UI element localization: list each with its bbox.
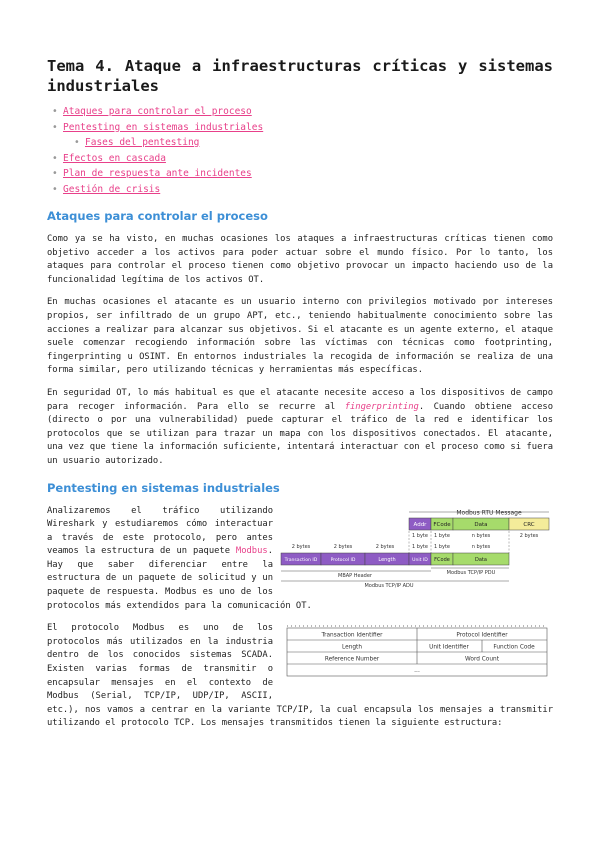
pdu-label: Modbus TCP/IP PDU	[446, 569, 496, 576]
rtu-size: 1 byte	[412, 532, 428, 539]
paragraph	[47, 387, 553, 469]
page-title: Tema 4. Ataque a infraestructuras críticas y sistemas industriales	[47, 57, 553, 95]
rtu-title: Modbus RTU Message	[456, 509, 522, 516]
toc-item	[47, 135, 553, 151]
section-heading-pentesting: Pentesting en sistemas industriales	[47, 480, 280, 495]
field-length: Length	[342, 644, 362, 651]
toc-item	[47, 151, 553, 167]
tcp-unit-label: Unit ID	[412, 557, 428, 563]
tcp-length-label: Length	[378, 556, 396, 563]
rtu-crc-label: CRC	[523, 521, 535, 528]
text: . Hay que saber diferenciar entre la estructura de un paquete de solicitud y un paquete de respuesta. Modbus es uno de los protocolos más extendidos para la comunicación OT.	[47, 546, 312, 611]
text: Analizaremos el tráfico utilizando Wireshark y estudiaremos cómo interactuar a través de este protocolo, pero antes veamos la estructura de un paquete	[47, 505, 273, 557]
tcp-fcode-label: FCode	[434, 556, 450, 563]
section-heading-ataques: Ataques para controlar el proceso	[47, 209, 268, 223]
tcp-size: 2 bytes	[291, 543, 311, 550]
tcp-data-label: Data	[475, 556, 487, 563]
modbus-frame-svg	[279, 507, 553, 589]
tcp-size: 2 bytes	[375, 543, 395, 550]
tcp-size: 1 byte	[434, 543, 450, 550]
text: En seguridad OT, lo más habitual es que el atacante necesite acceso a los dispositivos de campo para recoger información. Para ello se recurre al	[47, 387, 553, 412]
field-word-count: Word Count	[465, 656, 499, 663]
adu-label: Modbus TCP/IP ADU	[364, 582, 414, 589]
toc-item	[47, 120, 553, 136]
table-of-contents	[47, 104, 553, 197]
toc-link-pentesting[interactable]: Pentesting en sistemas industriales	[63, 121, 264, 133]
paragraph: Como ya se ha visto, en muchas ocasiones los ataques a infraestructuras críticas tienen como objetivo acceder a los activos para poder actuar sobre el mundo físico. Por lo tanto, los ataques para controlar el proceso tienen como objetivo provocar un impacto haciendo uso de la funcionalidad legítima de los activos OT.	[47, 234, 553, 285]
modbus-tcp-header-diagram	[279, 622, 553, 686]
document-page	[47, 56, 553, 740]
toc-link-efectos[interactable]: Efectos en cascada	[63, 152, 166, 164]
toc-item	[47, 104, 553, 120]
toc-item	[47, 182, 553, 198]
tcp-size: 2 bytes	[333, 543, 353, 550]
paragraph: En muchas ocasiones el atacante es un usuario interno con privilegios motivado por intereses propios, ser infiltrado de un grupo APT, etc., teniendo habitualmente conocimiento sobre las acciones a realizar para alcanzar sus objetivos. Si el atacante es un agente externo, el ataque suele comenzar recogiendo información sobre las víctimas con técnicas como footprinting, fingerprinting u OSINT. En entornos industriales la recogida de información se realiza de una forma similar, pero utilizando técnicas y herramientas más específicas.	[47, 297, 553, 376]
modbus-frame-diagram	[279, 507, 553, 589]
toc-link-ataques[interactable]: Ataques para controlar el proceso	[63, 106, 252, 117]
rtu-data-label: Data	[474, 521, 488, 528]
field-protocol-id: Protocol Identifier	[456, 632, 508, 639]
tcp-size: 1 byte	[412, 543, 428, 550]
field-reference-number: Reference Number	[324, 656, 380, 663]
field-unit-id: Unit Identifier	[429, 644, 469, 651]
modbus-link[interactable]: Modbus	[235, 546, 268, 557]
tcp-transaction-label: Transaction ID	[284, 557, 318, 563]
field-ellipsis: ...	[414, 667, 420, 675]
rtu-size: n bytes	[471, 532, 491, 539]
toc-link-plan[interactable]: Plan de respuesta ante incidentes	[63, 168, 252, 179]
toc-item	[47, 166, 553, 182]
rtu-fcode-label: FCode	[433, 521, 451, 528]
mbap-label: MBAP Header	[338, 572, 372, 579]
tcp-protocol-label: Protocol ID	[330, 557, 356, 563]
field-function-code: Function Code	[493, 644, 535, 651]
text: . Cuando obtiene acceso (directo o por una vulnerabilidad) puede capturar el tráfico de la red e identificar los protocolos que se utilizan para trazar un mapa con los dispositivos conectados. El atacante, una vez que tiene la información suficiente, intentará interactuar con el proceso como si fuera un usuario autorizado.	[47, 401, 554, 466]
fingerprinting-link[interactable]: fingerprinting	[344, 401, 419, 412]
paragraph: El protocolo Modbus es uno de los protocolos más utilizados en la industria dentro de los conocidos sistemas SCADA. Existen varias formas de transmitir o encapsular mensajes en el contexto de Modbus (Serial, TCP/IP, UDP/IP, ASCII, etc.), nos vamos a centrar en la variante TCP/IP, la cual encapsula los mensajes a transmitir utilizando el protocolo TCP. Los mensajes transmitidos tienen la siguiente estructura:	[47, 623, 553, 729]
toc-link-gestion[interactable]: Gestión de crisis	[63, 183, 161, 195]
rtu-size: 1 byte	[434, 532, 450, 539]
rtu-addr-label: Addr	[413, 521, 427, 528]
rtu-size: 2 bytes	[519, 532, 539, 539]
modbus-header-svg	[279, 622, 553, 686]
toc-link-fases[interactable]: Fases del pentesting	[85, 137, 200, 148]
tcp-size: n bytes	[471, 543, 491, 550]
field-transaction-id: Transaction Identifier	[321, 632, 383, 639]
